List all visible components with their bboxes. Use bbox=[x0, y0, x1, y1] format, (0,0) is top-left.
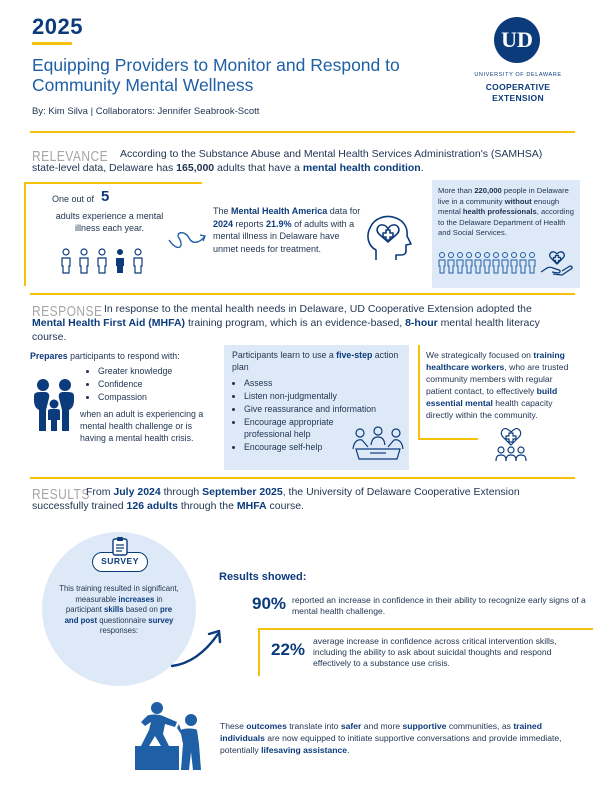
group-meeting-icon bbox=[350, 425, 406, 463]
squiggle-arrow-icon bbox=[167, 228, 207, 252]
results-intro: From July 2024 through September 2025, the University of Delaware Cooperative Extension successfully trained 126 adults through the MHFA course. bbox=[32, 486, 520, 512]
list-item: • Confidence bbox=[98, 378, 220, 390]
header-divider bbox=[30, 131, 575, 133]
mental-health-head-icon bbox=[360, 208, 416, 264]
stat-90-percent: 90% bbox=[252, 594, 287, 613]
action-plan-list bbox=[232, 377, 377, 453]
response-divider bbox=[30, 477, 575, 479]
healthcare-bracket-left bbox=[418, 345, 420, 440]
prepares-lead: Prepares participants to respond with: bbox=[30, 351, 180, 361]
community-care-icon bbox=[494, 428, 528, 462]
stat1-prefix: One out of bbox=[52, 194, 95, 204]
curved-arrow-icon bbox=[168, 626, 224, 670]
response-intro: In response to the mental health needs in Delaware, UD Cooperative Extension adopted the Mental Health First Aid (MHFA) training program, which is an evidence-based, 8-hour mental health literacy course. bbox=[32, 303, 540, 343]
ud-logo-icon bbox=[494, 17, 540, 63]
list-item: • Compassion bbox=[98, 391, 220, 403]
five-people-icon bbox=[58, 248, 158, 274]
section-label-results: RESULTS bbox=[32, 486, 90, 503]
stat1-suffix: adults experience a mental illness each year. bbox=[55, 211, 164, 233]
list-item: • Encourage appropriate professional help bbox=[244, 416, 350, 440]
helping-climb-icon bbox=[135, 700, 205, 770]
logo-unit-line2: EXTENSION bbox=[492, 93, 544, 103]
stat-22-text: average increase in confidence across critical intervention skills, including the ability to ask about suicidal thoughts and respond effectively to a substance use crisis. bbox=[313, 636, 557, 668]
section-label-relevance: RELEVANCE bbox=[32, 148, 109, 165]
crowd-icon bbox=[438, 250, 536, 274]
action-plan-lead: Participants learn to use a five-step action plan bbox=[232, 350, 399, 372]
stat1-number: 5 bbox=[101, 188, 110, 205]
stat-22-percent: 22% bbox=[271, 640, 306, 659]
callout-text: More than 220,000 people in Delaware live in a community without enough mental health professionals, according to the Delaware Department of Health and Social Services. bbox=[438, 186, 574, 237]
stat-90-text: reported an increase in confidence in their ability to recognize early signs of a mental health challenge. bbox=[292, 595, 586, 616]
results-heading: Results showed: bbox=[219, 571, 307, 583]
clipboard-icon bbox=[111, 536, 129, 556]
list-item: • Give reassurance and information bbox=[244, 403, 414, 415]
logo-monogram: UD bbox=[501, 27, 533, 52]
family-icon bbox=[32, 376, 76, 434]
list-item: • Assess bbox=[244, 377, 350, 389]
healthcare-bracket-bottom bbox=[418, 438, 478, 440]
section-label-response: RESPONSE bbox=[32, 303, 103, 320]
prepares-list bbox=[86, 365, 220, 403]
survey-text: This training resulted in significant, measurable increases in participant skills based on pre and post questionnaire survey responses: bbox=[59, 584, 179, 635]
report-year: 2025 bbox=[32, 14, 83, 39]
relevance-intro: According to the Substance Abuse and Mental Health Services Administration's (SAMHSA) state-level data, Delaware has 165,000 adults that have a mental health condition. bbox=[32, 148, 543, 174]
mha-stat: The Mental Health America data for 2024 reports 21.9% of adults with a mental illness in Delaware have unmet needs for treatment. bbox=[213, 206, 361, 254]
byline: By: Kim Silva | Collaborators: Jennifer Seabrook-Scott bbox=[32, 106, 260, 117]
relevance-divider bbox=[30, 293, 575, 295]
prepares-tail: when an adult is experiencing a mental health challenge or is having a mental health crisis. bbox=[80, 409, 204, 443]
year-underline bbox=[32, 42, 72, 45]
outcome-statement: These outcomes translate into safer and more supportive communities, as trained individuals are now equipped to initiate supportive conversations and provide immediate, potentially lifesaving assistance. bbox=[220, 721, 562, 755]
logo-university: UNIVERSITY OF DELAWARE bbox=[474, 72, 562, 78]
survey-badge: SURVEY bbox=[92, 552, 148, 572]
list-item: • Listen non-judgmentally bbox=[244, 390, 350, 402]
logo-unit-line1: COOPERATIVE bbox=[485, 82, 551, 92]
list-item: • Encourage self-help bbox=[244, 441, 350, 453]
hand-heart-icon bbox=[540, 250, 574, 280]
page-title: Equipping Providers to Monitor and Respond to Community Mental Wellness bbox=[32, 55, 400, 95]
list-item: • Greater knowledge bbox=[98, 365, 220, 377]
healthcare-column: We strategically focused on training healthcare workers, who are trusted community members with regular patient contact, to effectively build essential mental health capacity directly within the community. bbox=[426, 350, 569, 420]
